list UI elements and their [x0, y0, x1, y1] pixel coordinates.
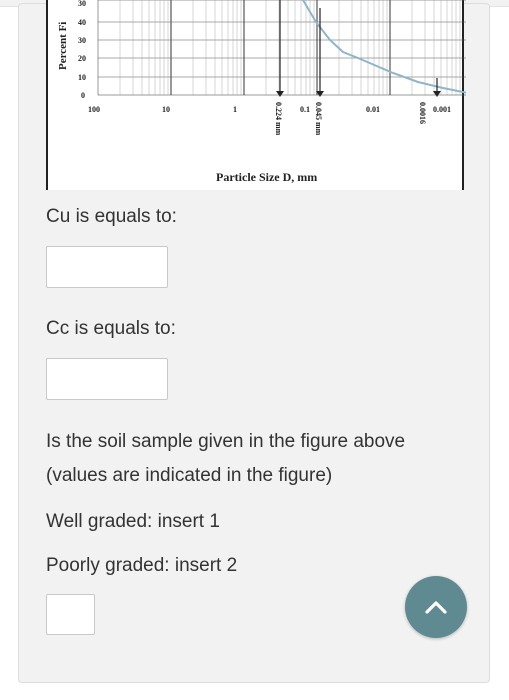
- question-text-line1: Is the soil sample given in the figure above: [46, 431, 406, 452]
- cu-input[interactable]: [46, 246, 168, 288]
- question-text-line2: (values are indicated in the figure): [46, 465, 333, 486]
- cu-label: Cu is equals to:: [46, 206, 177, 227]
- x-tick-label: 0.001: [433, 105, 451, 114]
- y-tick-label: 10: [78, 73, 86, 82]
- marker-label-0224: 0.224 mm: [274, 102, 283, 136]
- cc-input[interactable]: [46, 358, 168, 400]
- y-axis-label: Percent Fi: [57, 21, 69, 70]
- option-poorly-graded: Poorly graded: insert 2: [46, 555, 238, 576]
- chevron-up-icon: [424, 599, 448, 615]
- scroll-top-button[interactable]: [405, 576, 467, 638]
- marker-label-0045: 0.045 mm: [314, 102, 323, 136]
- x-tick-label: 100: [88, 105, 100, 114]
- y-tick-label: 0: [81, 91, 85, 100]
- gradation-curve: [303, 0, 466, 93]
- gradation-figure: [46, 0, 464, 190]
- option-well-graded: Well graded: insert 1: [46, 511, 220, 532]
- y-tick-label: 20: [78, 54, 86, 63]
- y-tick-label: 30: [78, 36, 86, 45]
- chart-grid: [98, 0, 466, 95]
- x-tick-label: 1: [233, 105, 237, 114]
- grading-input[interactable]: [46, 594, 95, 635]
- marker-label-00016: 0.0016: [418, 102, 427, 124]
- gradation-chart: [48, 0, 466, 190]
- y-tick-label: 40: [78, 18, 86, 27]
- marker-arrows: [276, 91, 441, 97]
- x-tick-label: 10: [162, 105, 170, 114]
- y-tick-label: 30: [78, 0, 86, 8]
- x-axis-label: Particle Size D, mm: [216, 170, 318, 184]
- x-tick-label: 0.1: [300, 105, 310, 114]
- x-tick-label: 0.01: [366, 105, 380, 114]
- cc-label: Cc is equals to:: [46, 318, 176, 339]
